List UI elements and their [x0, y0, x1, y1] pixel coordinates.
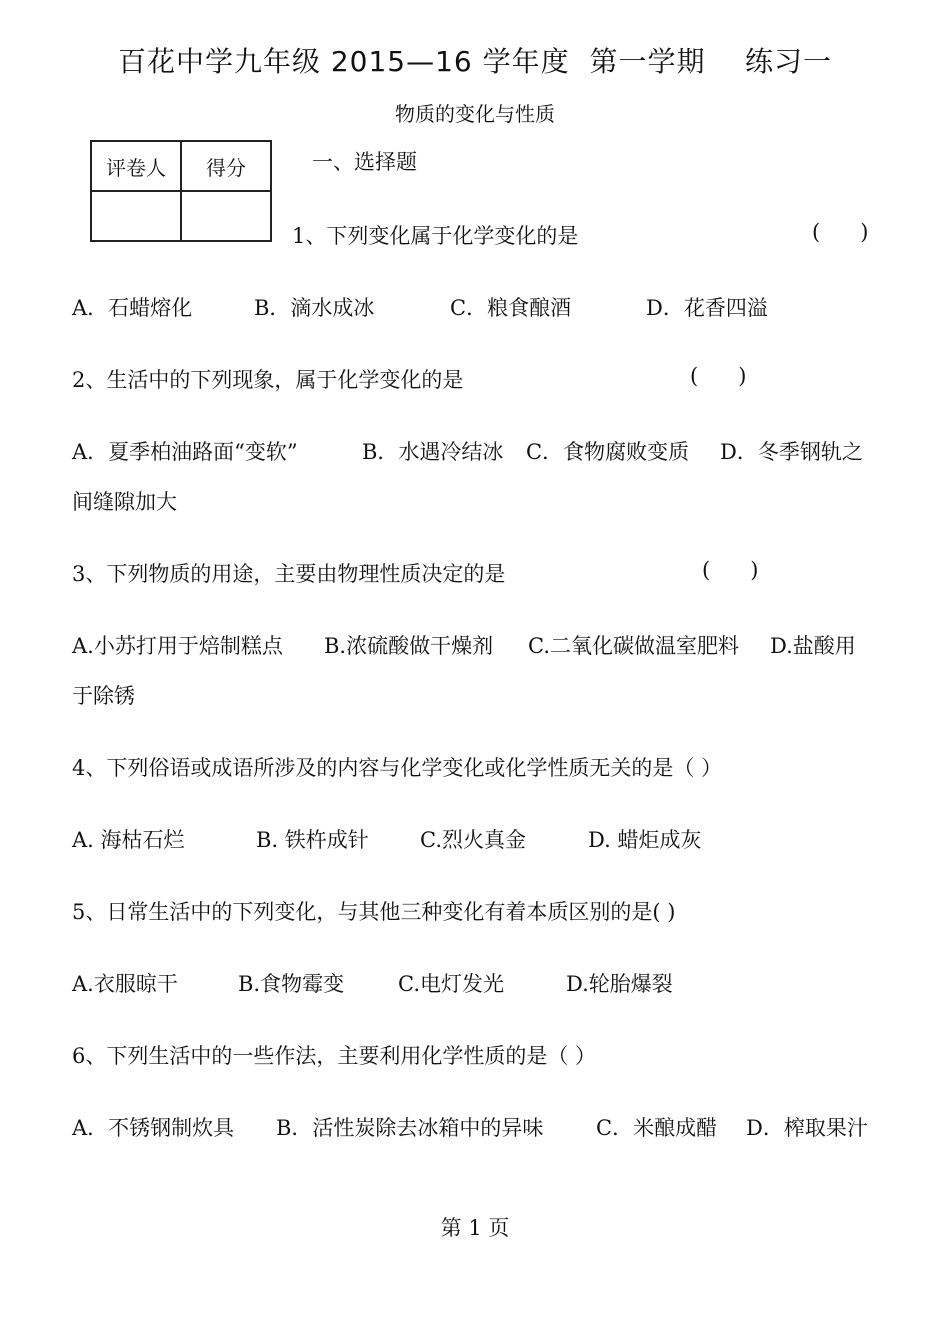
question-1-stem: 1、下列变化属于化学变化的是	[292, 224, 579, 248]
question-5-option-b: B.食物霉变	[238, 972, 345, 996]
question-1-answer-paren: ( )	[812, 220, 869, 244]
question-2-answer-paren: ( )	[690, 364, 747, 388]
score-cell	[181, 191, 271, 241]
reviewer-cell	[91, 191, 181, 241]
page-number: 第 1 页	[440, 1216, 510, 1240]
question-1-option-c: C．粮食酿酒	[450, 296, 572, 320]
question-2-continuation: 间缝隙加大	[72, 490, 177, 514]
question-1-option-a: A．石蜡熔化	[72, 296, 193, 320]
question-3-option-d: D.盐酸用	[770, 634, 856, 658]
question-2-options	[72, 436, 880, 466]
question-2-option-c: C．食物腐败变质	[526, 440, 690, 464]
question-4-options	[72, 824, 880, 854]
question-4-option-c: C.烈火真金	[420, 828, 526, 852]
question-5-options	[72, 968, 880, 998]
question-6-option-a: A．不锈钢制炊具	[72, 1116, 235, 1140]
page-subtitle: 物质的变化与性质	[395, 102, 555, 126]
question-5-stem: 5、日常生活中的下列变化，与其他三种变化有着本质区别的是( )	[72, 900, 676, 924]
page-title: 百花中学九年级 2015—16 学年度 第一学期 练习一	[117, 45, 833, 78]
question-3-option-c: C.二氧化碳做温室肥料	[528, 634, 739, 658]
question-3-option-b: B.浓硫酸做干燥剂	[324, 634, 494, 658]
question-1-option-d: D．花香四溢	[646, 296, 768, 320]
question-6-stem: 6、下列生活中的一些作法，主要利用化学性质的是（ ）	[72, 1044, 597, 1068]
question-3-stem: 3、下列物质的用途，主要由物理性质决定的是	[72, 562, 506, 586]
question-6-option-c: C．米酿成醋	[596, 1116, 718, 1140]
question-3-options	[72, 630, 880, 660]
question-4-option-d: D. 蜡炬成灰	[588, 828, 702, 852]
question-4-option-a: A. 海枯石烂	[72, 828, 185, 852]
question-3-option-a: A.小苏打用于焙制糕点	[72, 634, 283, 658]
question-1-option-b: B．滴水成冰	[254, 296, 375, 320]
question-5-option-c: C.电灯发光	[398, 972, 504, 996]
section-heading: 一、选择题	[312, 150, 417, 174]
question-4-option-b: B. 铁杵成针	[256, 828, 369, 852]
question-2-option-a: A．夏季柏油路面“变软”	[72, 440, 298, 464]
question-6-option-d: D．榨取果汁	[746, 1116, 868, 1140]
question-3-continuation: 于除锈	[72, 684, 135, 708]
question-3-answer-paren: ( )	[702, 558, 759, 582]
reviewer-label: 评卷人	[91, 141, 181, 191]
question-5-option-a: A.衣服晾干	[72, 972, 178, 996]
question-2-option-b: B．水遇冷结冰	[362, 440, 504, 464]
question-2-option-d: D．冬季钢轨之	[720, 440, 863, 464]
question-6-options	[72, 1112, 880, 1142]
question-5-option-d: D.轮胎爆裂	[566, 972, 673, 996]
score-label: 得分	[181, 141, 271, 191]
score-table	[90, 140, 272, 242]
question-6-option-b: B．活性炭除去冰箱中的异味	[276, 1116, 544, 1140]
question-2-stem: 2、生活中的下列现象，属于化学变化的是	[72, 368, 464, 392]
question-4-stem: 4、下列俗语或成语所涉及的内容与化学变化或化学性质无关的是（ ）	[72, 756, 723, 780]
question-1-options	[72, 292, 880, 322]
